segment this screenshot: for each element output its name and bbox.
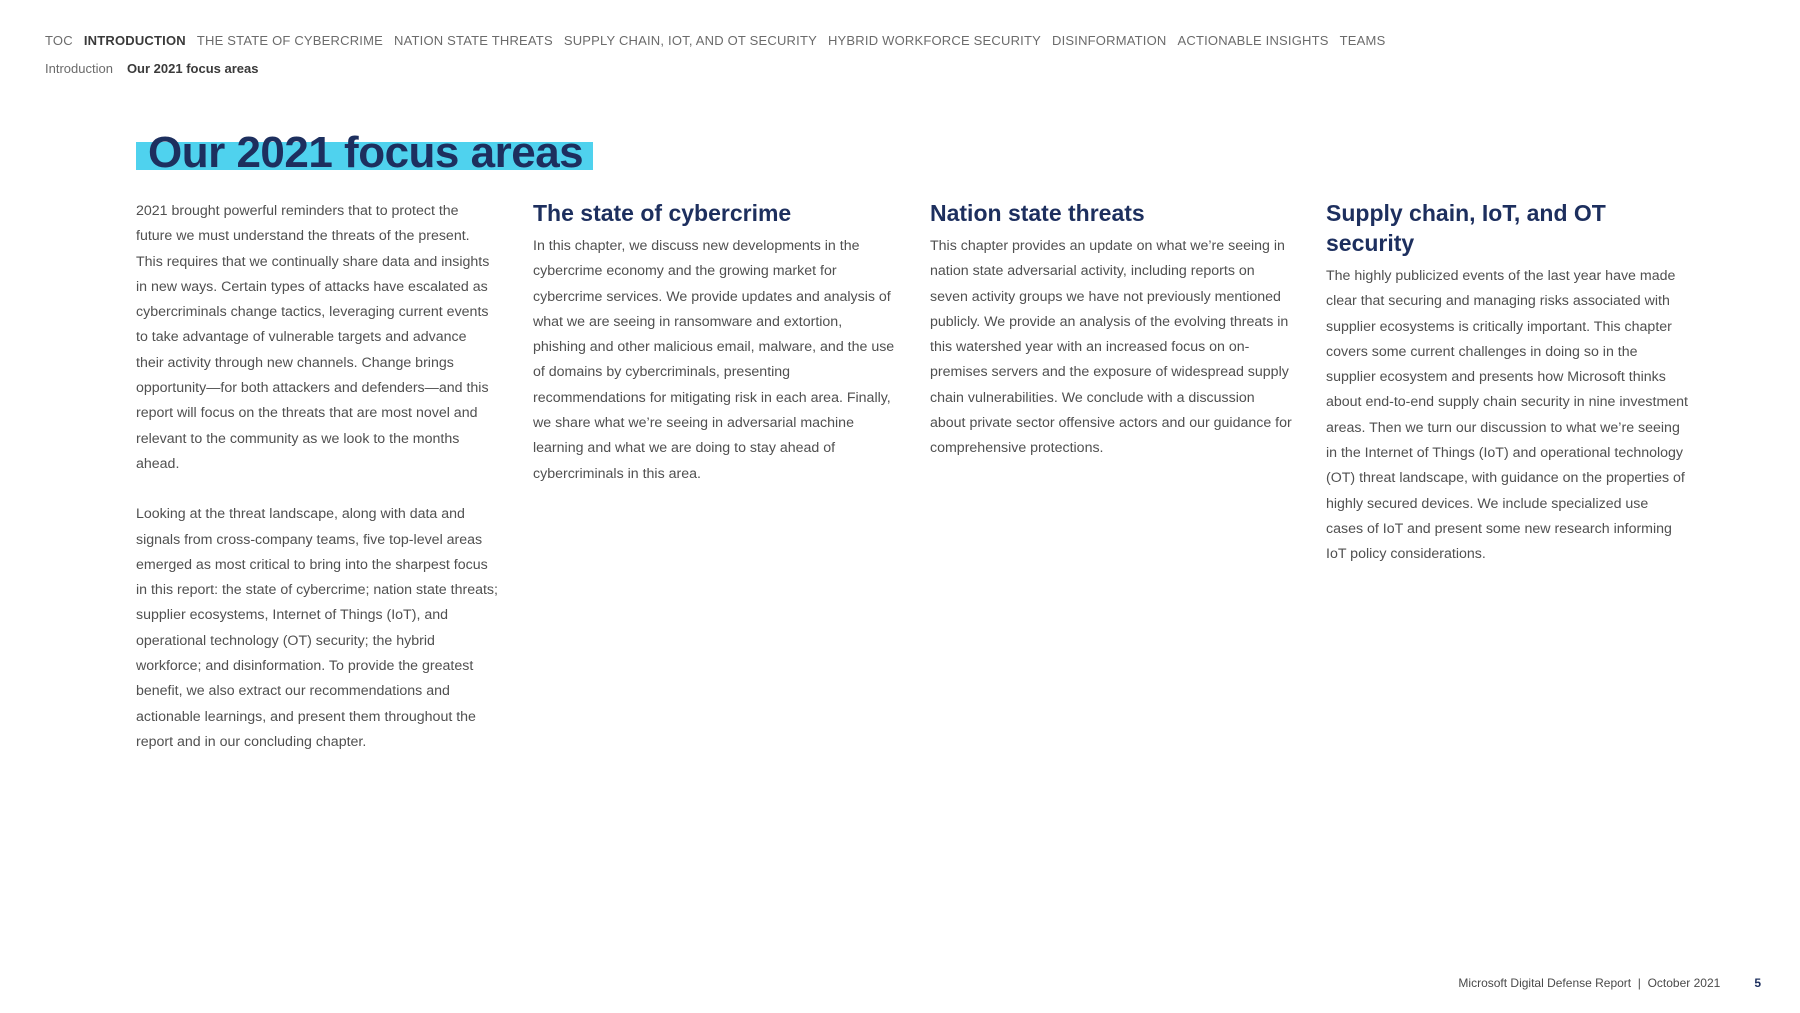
breadcrumb (45, 61, 258, 76)
intro-paragraph-2: Looking at the threat landscape, along with data and signals from cross-company teams, five top-level areas emerged as most critical to bring into the sharpest focus in this report: the state of cybercrime; nation state threats; supplier ecosystems, Internet of Things (IoT), and operational technology (OT) security; the hybrid workforce; and disinformation. To provide the greatest benefit, we also extract our recommendations and actionable learnings, and present them throughout the report and in our concluding chapter. (136, 506, 498, 750)
nav-toc[interactable]: TOC (45, 33, 73, 48)
footer-report-info: Microsoft Digital Defense Report | October 2021 (1458, 976, 1721, 990)
nav-disinformation[interactable]: DISINFORMATION (1051, 33, 1167, 48)
nav-supply-chain-iot-ot[interactable]: SUPPLY CHAIN, IOT, AND OT SECURITY (563, 33, 817, 48)
intro-paragraph-1: 2021 brought powerful reminders that to protect the future we must understand the threats of the present. This requires that we continually share data and insights in new ways. Certain types of attacks have escalated as cybercriminals change tactics, leveraging current events to take advantage of vulnerable targets and advance their activity through new channels. Change brings opportunity—for both attackers and defenders—and this report will focus on the threats that are most novel and relevant to the community as we look to the months ahead. (136, 203, 490, 472)
nav-actionable-insights[interactable]: ACTIONABLE INSIGHTS (1177, 33, 1329, 48)
page-number: 5 (1754, 976, 1761, 990)
section-heading: The state of cybercrime (533, 200, 792, 226)
intro-column (136, 199, 498, 755)
breadcrumb-current: Our 2021 focus areas (126, 61, 259, 76)
section-supply-chain-iot-ot (1326, 198, 1688, 568)
section-nation-state-threats (930, 198, 1292, 462)
section-body: The highly publicized events of the last year have made clear that securing and managing risks associated with supplier ecosystems is critically important. This chapter covers some current challenges in doing so in the supplier ecosystem and presents how Microsoft thinks about end-to-end supply chain security in nine investment areas. Then we turn our discussion to what we’re seeing in the Internet of Things (IoT) and operational technology (OT) threat landscape, with guidance on the properties of highly secured devices. We include specialized use cases of IoT and present some new research informing IoT policy considerations. (1326, 268, 1688, 563)
nav-state-of-cybercrime[interactable]: THE STATE OF CYBERCRIME (196, 33, 384, 48)
section-body: In this chapter, we discuss new developments in the cybercrime economy and the growing market for cybercrime services. We provide updates and analysis of what we are seeing in ransomware and extortion, phishing and other malicious email, malware, and the use of domains by cybercriminals, presenting recommendations for mitigating risk in each area. Finally, we share what we’re seeing in adversarial machine learning and what we are doing to stay ahead of cybercriminals in this area. (533, 238, 895, 482)
section-heading: Nation state threats (930, 200, 1145, 226)
page-footer (1458, 976, 1761, 990)
nav-hybrid-workforce[interactable]: HYBRID WORKFORCE SECURITY (827, 33, 1041, 48)
section-body: This chapter provides an update on what we’re seeing in nation state adversarial activity, including reports on seven activity groups we have not previously mentioned publicly. We provide an analysis of the evolving threats in this watershed year with an increased focus on on-premises servers and the exposure of widespread supply chain vulnerabilities. We conclude with a discussion about private sector offensive actors and our guidance for comprehensive protections. (930, 238, 1292, 457)
breadcrumb-section[interactable]: Introduction (45, 61, 113, 76)
section-heading: Supply chain, IoT, and OT security (1326, 200, 1606, 256)
page-title: Our 2021 focus areas (148, 128, 584, 177)
title-block (136, 126, 593, 180)
nav-nation-state-threats[interactable]: NATION STATE THREATS (394, 33, 553, 48)
top-navigation (45, 33, 1385, 48)
nav-introduction[interactable]: INTRODUCTION (83, 33, 186, 48)
nav-teams[interactable]: TEAMS (1339, 33, 1386, 48)
section-state-of-cybercrime (533, 198, 895, 487)
